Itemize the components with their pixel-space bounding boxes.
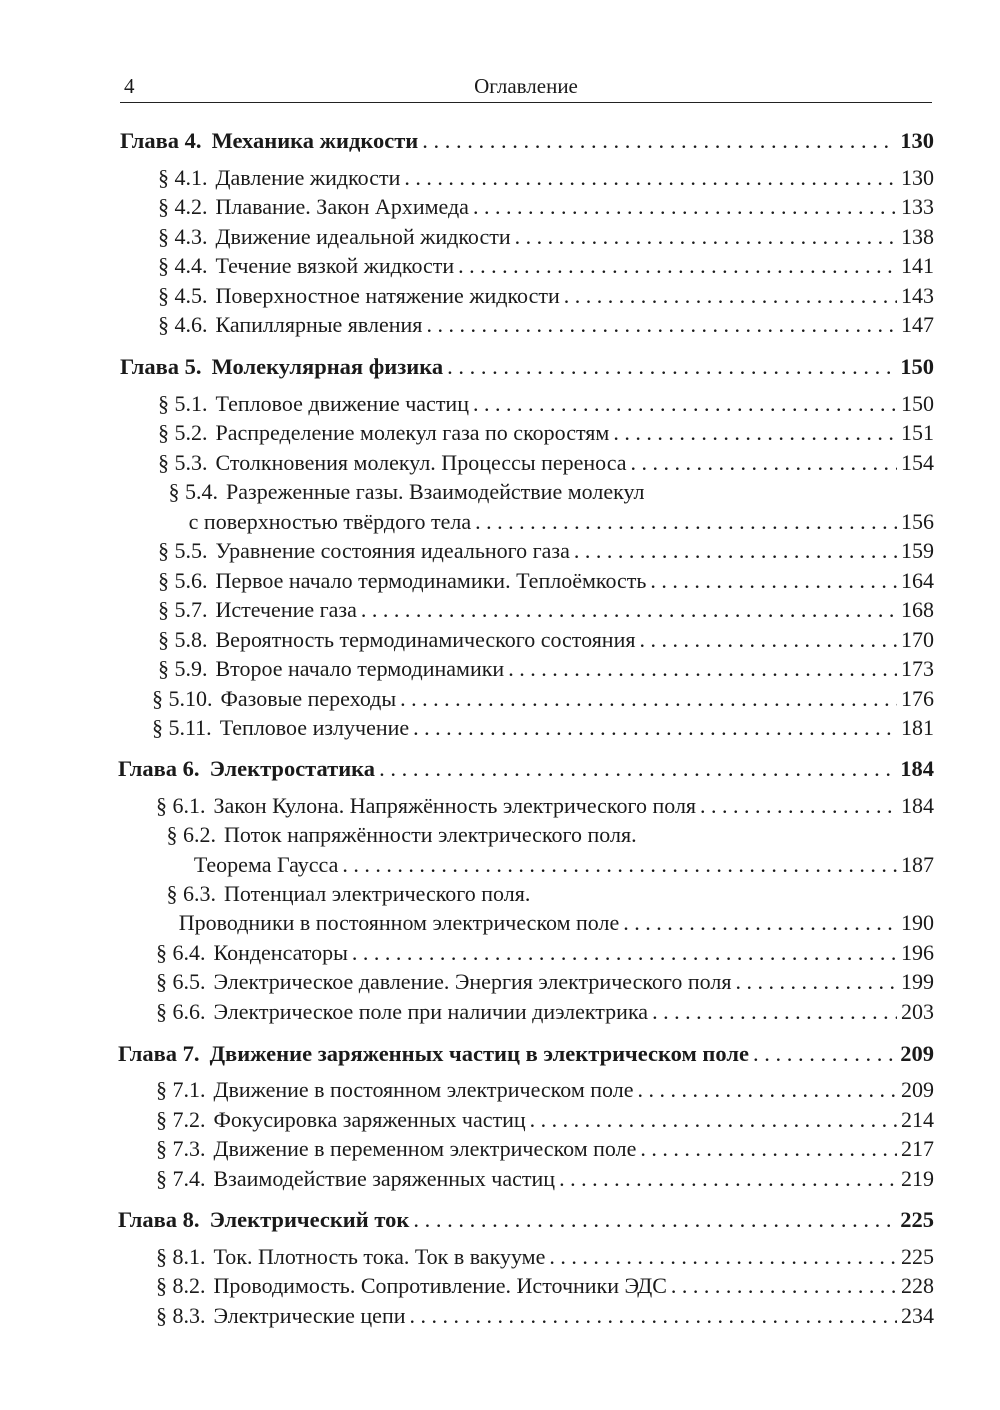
toc-section-entry[interactable]	[156, 1271, 934, 1301]
dot-leader	[413, 1205, 896, 1235]
dot-leader	[640, 1134, 897, 1164]
entry-page: 187	[901, 852, 934, 877]
toc-section-entry[interactable]	[156, 967, 934, 997]
toc-section-continuation[interactable]	[156, 908, 934, 938]
section-label: § 4.1.	[158, 165, 208, 190]
section-label: § 6.5.	[156, 969, 206, 994]
entry-title: Фазовые переходы	[220, 686, 397, 711]
section-label: § 7.3.	[156, 1136, 206, 1161]
dot-leader	[475, 507, 897, 537]
entry-page: 170	[901, 627, 934, 652]
toc-section-entry[interactable]	[158, 222, 934, 252]
entry-page: 159	[901, 538, 934, 563]
section-label: § 5.8.	[158, 627, 208, 652]
entry-page: 133	[901, 194, 934, 219]
page-number: 4	[124, 74, 135, 98]
dot-leader	[559, 1164, 897, 1194]
dot-leader	[400, 684, 897, 714]
section-label: § 8.1.	[156, 1244, 206, 1269]
entry-title: Проводимость. Сопротивление. Источники ЭДС	[213, 1273, 667, 1298]
dot-leader	[447, 352, 896, 382]
entry-page: 234	[901, 1303, 934, 1328]
entry-title: Движение заряженных частиц в электрическом поле	[209, 1041, 749, 1066]
toc-section-entry[interactable]	[152, 684, 934, 714]
toc-section-entry[interactable]	[156, 938, 934, 968]
toc-section-entry[interactable]	[158, 654, 934, 684]
section-label: § 5.3.	[158, 450, 208, 475]
toc-section-entry[interactable]	[158, 477, 934, 507]
chapter-label: Глава 6.	[118, 756, 200, 781]
entry-page: 214	[901, 1107, 934, 1132]
dot-leader	[613, 418, 897, 448]
toc-section-entry[interactable]	[158, 566, 934, 596]
section-label: § 5.9.	[158, 656, 208, 681]
dot-leader	[638, 1075, 898, 1105]
entry-page: 184	[900, 756, 934, 781]
entry-page: 228	[901, 1273, 934, 1298]
entry-title: Давление жидкости	[215, 165, 401, 190]
entry-title: Движение в переменном электрическом поле	[213, 1136, 637, 1161]
entry-title-continued: Проводники в постоянном электрическом поле	[178, 910, 620, 935]
section-label: § 5.2.	[158, 420, 208, 445]
toc-section-entry[interactable]	[156, 997, 934, 1027]
toc-section-entry[interactable]	[158, 310, 934, 340]
dot-leader	[652, 997, 897, 1027]
toc-section-entry[interactable]	[156, 791, 934, 821]
dot-leader	[413, 713, 897, 743]
entry-title: Поток напряжённости электрического поля.	[224, 822, 637, 847]
toc-section-continuation[interactable]	[158, 507, 934, 537]
section-label: § 7.2.	[156, 1107, 206, 1132]
entry-title: Молекулярная физика	[211, 354, 444, 379]
section-label: § 5.5.	[158, 538, 208, 563]
toc-section-entry[interactable]	[156, 1164, 934, 1194]
entry-title: Плавание. Закон Архимеда	[215, 194, 469, 219]
entry-page: 181	[901, 715, 934, 740]
toc-section-entry[interactable]	[158, 192, 934, 222]
toc-section-entry[interactable]	[156, 879, 934, 909]
section-label: § 6.1.	[156, 793, 206, 818]
entry-title: Электростатика	[209, 756, 376, 781]
entry-page: 168	[901, 597, 934, 622]
entry-title: Закон Кулона. Напряжённость электрического поля	[213, 793, 697, 818]
entry-title-continued: с поверхностью твёрдого тела	[188, 509, 472, 534]
section-label: § 8.3.	[156, 1303, 206, 1328]
entry-title: Электрическое поле при наличии диэлектрика	[213, 999, 649, 1024]
entry-page: 173	[901, 656, 934, 681]
toc-section-entry[interactable]	[158, 163, 934, 193]
entry-title: Первое начало термодинамики. Теплоёмкость	[215, 568, 647, 593]
entry-title: Распределение молекул газа по скоростям	[215, 420, 610, 445]
entry-title: Уравнение состояния идеального газа	[215, 538, 570, 563]
toc-section-entry[interactable]	[158, 418, 934, 448]
dot-leader	[623, 908, 897, 938]
entry-title: Ток. Плотность тока. Ток в вакууме	[213, 1244, 546, 1269]
entry-page: 225	[900, 1207, 934, 1232]
toc-section-entry[interactable]	[158, 448, 934, 478]
entry-title: Механика жидкости	[211, 128, 419, 153]
entry-title: Взаимодействие заряженных частиц	[213, 1166, 556, 1191]
entry-title: Столкновения молекул. Процессы переноса	[215, 450, 627, 475]
chapter-label: Глава 4.	[120, 128, 202, 153]
toc-section-entry[interactable]	[158, 281, 934, 311]
entry-page: 156	[901, 509, 934, 534]
section-label: § 5.7.	[158, 597, 208, 622]
entry-page: 154	[901, 450, 934, 475]
entry-title: Движение в постоянном электрическом поле	[213, 1077, 634, 1102]
toc-chapter-entry[interactable]	[118, 1039, 934, 1069]
toc-chapter-entry[interactable]	[118, 1205, 934, 1235]
entry-page: 199	[901, 969, 934, 994]
dot-leader	[473, 389, 897, 419]
entry-title: Конденсаторы	[213, 940, 348, 965]
section-label: § 4.2.	[158, 194, 208, 219]
section-label: § 4.5.	[158, 283, 208, 308]
dot-leader	[352, 938, 897, 968]
section-label: § 8.2.	[156, 1273, 206, 1298]
dot-leader	[422, 126, 896, 156]
dot-leader	[379, 754, 896, 784]
dot-leader	[574, 536, 897, 566]
dot-leader	[361, 595, 897, 625]
dot-leader	[342, 850, 897, 880]
toc-section-entry[interactable]	[156, 1105, 934, 1135]
section-label: § 6.6.	[156, 999, 206, 1024]
toc-section-entry[interactable]	[156, 1075, 934, 1105]
chapter-label: Глава 7.	[118, 1041, 200, 1066]
entry-title: Вероятность термодинамического состояния	[215, 627, 636, 652]
entry-title: Истечение газа	[215, 597, 357, 622]
entry-page: 209	[901, 1077, 934, 1102]
entry-page: 130	[900, 128, 934, 153]
entry-page: 196	[901, 940, 934, 965]
dot-leader	[735, 967, 897, 997]
dot-leader	[508, 654, 897, 684]
toc-section-entry[interactable]	[158, 389, 934, 419]
dot-leader	[409, 1301, 897, 1331]
section-label: § 5.11.	[152, 715, 212, 740]
entry-page: 150	[900, 354, 934, 379]
dot-leader	[639, 625, 897, 655]
entry-title: Разреженные газы. Взаимодействие молекул	[226, 479, 645, 504]
entry-page: 138	[901, 224, 934, 249]
entry-page: 217	[901, 1136, 934, 1161]
dot-leader	[458, 251, 897, 281]
section-label: § 4.3.	[158, 224, 208, 249]
entry-title: Электрический ток	[209, 1207, 410, 1232]
toc-section-entry[interactable]	[156, 820, 934, 850]
entry-page: 143	[901, 283, 934, 308]
dot-leader	[549, 1242, 897, 1272]
entry-title-continued: Теорема Гаусса	[193, 852, 339, 877]
section-label: § 5.1.	[158, 391, 208, 416]
dot-leader	[650, 566, 897, 596]
section-label: § 6.2.	[166, 822, 216, 847]
entry-page: 176	[901, 686, 934, 711]
entry-page: 190	[901, 910, 934, 935]
toc-section-entry[interactable]	[158, 595, 934, 625]
entry-page: 203	[901, 999, 934, 1024]
toc-chapter-entry[interactable]	[120, 352, 934, 382]
toc-section-entry[interactable]	[152, 713, 934, 743]
section-label: § 7.4.	[156, 1166, 206, 1191]
entry-title: Движение идеальной жидкости	[215, 224, 511, 249]
dot-leader	[530, 1105, 897, 1135]
chapter-label: Глава 8.	[118, 1207, 200, 1232]
toc-section-entry[interactable]	[156, 1301, 934, 1331]
entry-page: 225	[901, 1244, 934, 1269]
entry-page: 184	[901, 793, 934, 818]
entry-page: 151	[901, 420, 934, 445]
dot-leader	[564, 281, 897, 311]
entry-title: Электрические цепи	[213, 1303, 406, 1328]
entry-page: 147	[901, 312, 934, 337]
entry-title: Потенциал электрического поля.	[224, 881, 531, 906]
section-label: § 6.3.	[166, 881, 216, 906]
section-label: § 7.1.	[156, 1077, 206, 1102]
entry-page: 209	[900, 1041, 934, 1066]
toc-section-entry[interactable]	[158, 625, 934, 655]
entry-title: Тепловое излучение	[219, 715, 410, 740]
dot-leader	[631, 448, 897, 478]
dot-leader	[473, 192, 897, 222]
entry-title: Второе начало термодинамики	[215, 656, 505, 681]
entry-page: 150	[901, 391, 934, 416]
toc-section-entry[interactable]	[156, 1242, 934, 1272]
header-title: Оглавление	[474, 74, 578, 98]
chapter-label: Глава 5.	[120, 354, 202, 379]
dot-leader	[671, 1271, 897, 1301]
entry-page: 164	[901, 568, 934, 593]
toc-chapter-entry[interactable]	[118, 754, 934, 784]
entry-title: Течение вязкой жидкости	[215, 253, 455, 278]
entry-title: Фокусировка заряженных частиц	[213, 1107, 526, 1132]
entry-page: 219	[901, 1166, 934, 1191]
section-label: § 5.4.	[168, 479, 218, 504]
entry-title: Тепловое движение частиц	[215, 391, 469, 416]
section-label: § 4.4.	[158, 253, 208, 278]
section-label: § 5.6.	[158, 568, 208, 593]
toc-section-entry[interactable]	[158, 251, 934, 281]
entry-title: Капиллярные явления	[215, 312, 423, 337]
dot-leader	[515, 222, 897, 252]
dot-leader	[753, 1039, 896, 1069]
dot-leader	[426, 310, 897, 340]
dot-leader	[404, 163, 897, 193]
entry-title: Поверхностное натяжение жидкости	[215, 283, 560, 308]
toc-chapter-entry[interactable]	[120, 126, 934, 156]
toc-section-continuation[interactable]	[156, 850, 934, 880]
section-label: § 5.10.	[152, 686, 213, 711]
entry-page: 130	[901, 165, 934, 190]
section-label: § 6.4.	[156, 940, 206, 965]
toc-section-entry[interactable]	[158, 536, 934, 566]
section-label: § 4.6.	[158, 312, 208, 337]
dot-leader	[700, 791, 897, 821]
entry-page: 141	[901, 253, 934, 278]
toc-section-entry[interactable]	[156, 1134, 934, 1164]
entry-title: Электрическое давление. Энергия электрического поля	[213, 969, 732, 994]
